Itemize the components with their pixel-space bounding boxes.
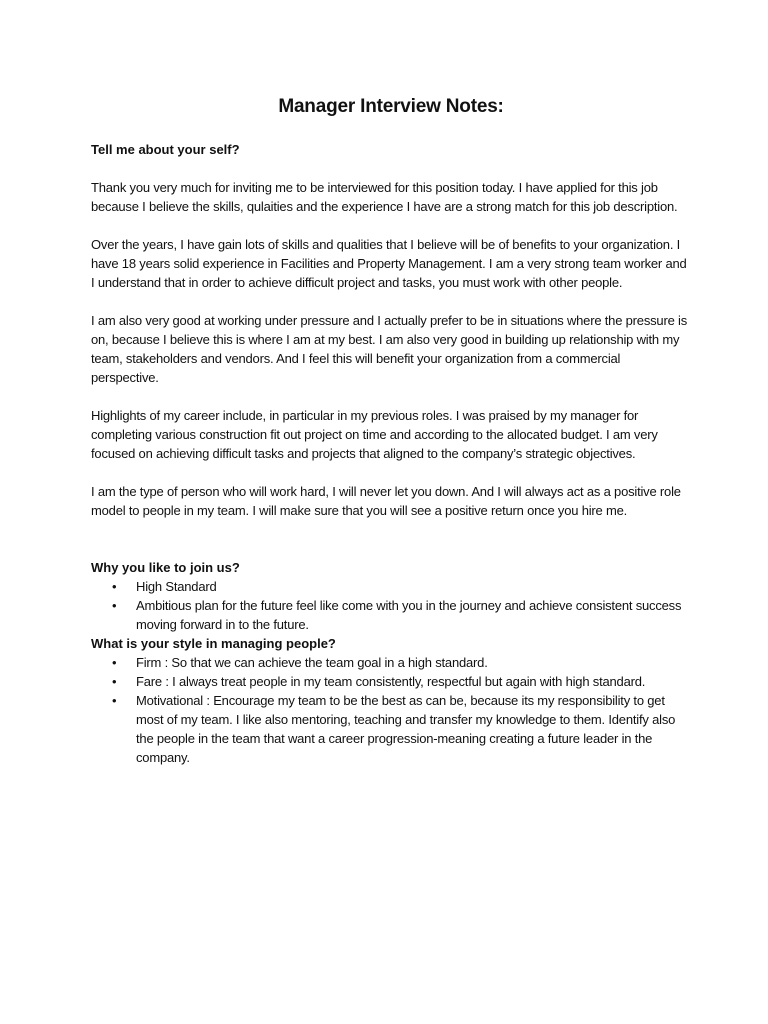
- document-title: Manager Interview Notes:: [278, 96, 504, 117]
- paragraph: Over the years, I have gain lots of skills and qualities that I believe will be of benefits to your organization. I have 18 years solid experience in Facilities and Property Management. I am a very strong team worker and I understand that in order to achieve difficult project and tasks, you must work with other people.: [91, 237, 687, 290]
- management-style-list: [91, 653, 691, 767]
- paragraph: I am also very good at working under pressure and I actually prefer to be in situations where the pressure is on, because I believe this is where I am at my best. I am also very good in building up relationship with my team, stakeholders and vendors. And I feel this will benefit your organization from a commercial perspective.: [91, 313, 688, 385]
- document-body: [91, 96, 691, 767]
- question-why-join: Why you like to join us?: [91, 560, 240, 575]
- paragraph: I am the type of person who will work hard, I will never let you down. And I will always act as a positive role model to people in my team. I will make sure that you will see a positive return once you hire me.: [91, 484, 681, 518]
- list-item: • Fare : I always treat people in my team consistently, respectful but again with high standard.: [112, 674, 646, 689]
- bullet-icon: •: [112, 674, 117, 689]
- list-item: • Motivational : Encourage my team to be the best as can be, because its my responsibility to get most of my team. I like also mentoring, teaching and transfer my knowledge to them. Identify also the people in the team that want a career progression-meaning creating a future leader in the company.: [112, 693, 676, 765]
- bullet-icon: •: [112, 579, 117, 594]
- list-item: • Ambitious plan for the future feel like come with you in the journey and achieve consistent success moving forward in to the future.: [112, 598, 682, 632]
- bullet-icon: •: [112, 598, 117, 613]
- paragraph: Highlights of my career include, in particular in my previous roles. I was praised by my manager for completing various construction fit out project on time and according to the allocated budget. I am very focused on achieving difficult tasks and projects that aligned to the company’s strategic objectives.: [91, 408, 658, 461]
- list-item: • High Standard: [112, 579, 217, 594]
- question-management-style: What is your style in managing people?: [91, 636, 336, 651]
- question-about-self: Tell me about your self?: [91, 142, 240, 157]
- list-item: • Firm : So that we can achieve the team goal in a high standard.: [112, 655, 488, 670]
- bullet-icon: •: [112, 693, 117, 708]
- paragraph: Thank you very much for inviting me to be interviewed for this position today. I have applied for this job because I believe the skills, qulaities and the experience I have are a strong match for this job description.: [91, 180, 678, 214]
- why-join-list: [91, 577, 691, 634]
- bullet-icon: •: [112, 655, 117, 670]
